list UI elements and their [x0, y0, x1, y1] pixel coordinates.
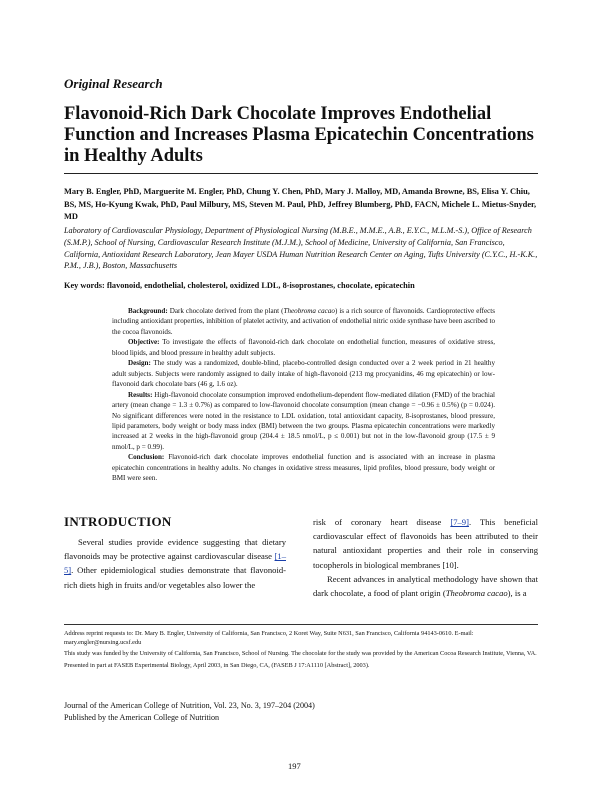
journal-info — [64, 700, 540, 724]
author-list: Mary B. Engler, PhD, Marguerite M. Engler, PhD, Chung Y. Chen, PhD, Mary J. Malloy, MD, Amanda Browne, BS, Elisa Y. Chiu, BS, MS, Ho-Kyung Kwak, PhD, Paul Milbury, MS, Steven M. Paul, PhD, Jeffrey Blumberg, PhD, FACN, Michele L. Mietus-Snyder, MD — [64, 187, 537, 222]
footnote-presented: Presented in part at FASEB Experimental Biology, April 2003, in San Diego, CA, (FASEB J 17:A1110 [Abstract], 2003). — [64, 661, 370, 669]
intro-left-column — [64, 535, 286, 592]
citation-link[interactable]: [7–9] — [450, 517, 469, 527]
journal-publisher: Published by the American College of Nutrition — [64, 713, 220, 722]
footnotes — [64, 629, 540, 672]
abstract-results: Results: High-flavonoid chocolate consumption improved endothelium-dependent flow-mediated dilation (FMD) of the brachial artery (mean change = 1.3 ± 0.7%) as compared to low-flavonoid chocolate consumption (mean change = −0.96 ± 0.5%) (p = 0.024). No significant differences were noted in the resistance to LDL oxidation, total antioxidant capacity, 8-isoprostanes, blood pressure, lipid parameters, body weight or body mass index (BMI) between the two groups. Plasma epicatechin concentrations were markedly increased at 2 weeks in the high-flavonoid group (204.4 ± 18.5 nmol/L, p ≤ 0.001) but not in the low-flavonoid group (17.5 ± 9 nmol/L, p = 0.99). — [112, 390, 495, 451]
affiliations: Laboratory of Cardiovascular Physiology, Department of Physiological Nursing (M.B.E., M.M.E., A.B., E.Y.C., M.L.M.-S.), Office of Research (S.M.P.), School of Nursing, Cardiovascular Research Institute (M.J.M.), School of Medicine, University of California, San Francisco, California, Antioxidant Research Laboratory, Jean Mayer USDA Human Nutrition Research Center on Aging, Tufts University (C.Y.C., H.-K.K., P.M., J.B.), Boston, Massachusetts — [64, 226, 538, 271]
intro-paragraph: Recent advances in analytical methodology have shown that dark chocolate, a food of plant origin (Theobroma cacao), is a — [313, 573, 538, 599]
intro-right-column — [313, 515, 538, 600]
abstract-objective: Objective: To investigate the effects of flavonoid-rich dark chocolate on endothelial function, measures of oxidative stress, blood lipids, and blood pressure in healthy adult subjects. — [112, 338, 495, 357]
abstract-design: Design: The study was a randomized, double-blind, placebo-controlled design conducted over a 2 week period in 21 healthy adult subjects. Subjects were randomly assigned to daily intake of high-flavonoid (213 mg procyanidins, 46 mg epicatechin) or low-flavonoid dark chocolate bars (46 g, 1.6 oz). — [112, 359, 495, 389]
intro-paragraph: Several studies provide evidence suggesting that dietary flavonoids may be protective against cardiovascular disease [1–5]. Other epidemiological studies demonstrate that flavonoid-rich diets high in fruits and/or vegetables also lower the — [64, 537, 286, 590]
abstract — [112, 306, 495, 484]
footnote-rule — [64, 624, 538, 625]
intro-paragraph: risk of coronary heart disease [7–9]. This beneficial cardiovascular effect of flavonoids has been attributed to their natural antioxidant properties and their role in conserving tocopherols in biological membranes [10]. — [313, 517, 538, 570]
page-number: 197 — [288, 761, 301, 771]
citation-link[interactable]: [1–5] — [64, 551, 286, 576]
abstract-background: Background: Dark chocolate derived from the plant (Theobroma cacao) is a rich source of flavonoids. Cardioprotective effects including antioxidant properties, inhibition of platelet activity, and activation of endothelial nitric oxide synthase have been ascribed to the cocoa flavonoids. — [112, 307, 495, 336]
abstract-conclusion: Conclusion: Flavonoid-rich dark chocolate improves endothelial function and is associated with an increase in plasma epicatechin concentrations in healthy adults. No changes in oxidative stress measures, lipid profiles, blood pressure, body weight or BMI were seen. — [112, 453, 495, 483]
footnote-address: Address reprint requests to: Dr. Mary B. Engler, University of California, San Francisco, 2 Koret Way, Suite N631, San Francisco, California 94143-0610. E-mail: mary.engler@nursing.ucsf.edu — [64, 630, 474, 647]
title-rule — [64, 173, 538, 174]
keywords: Key words: flavonoid, endothelial, cholesterol, oxidized LDL, 8-isoprostanes, chocolate, epicatechin — [64, 281, 415, 290]
section-label: Original Research — [64, 76, 163, 91]
journal-citation: Journal of the American College of Nutrition, Vol. 23, No. 3, 197–204 (2004) — [64, 701, 315, 710]
introduction-heading: INTRODUCTION — [64, 514, 172, 529]
footnote-funding: This study was funded by the University of California, San Francisco, School of Nursing. The chocolate for the study was provided by the American Cocoa Research Institute, Vienna, VA. — [64, 650, 537, 658]
article-title: Flavonoid-Rich Dark Chocolate Improves Endothelial Function and Increases Plasma Epicatechin Concentrations in Healthy Adults — [64, 104, 534, 166]
